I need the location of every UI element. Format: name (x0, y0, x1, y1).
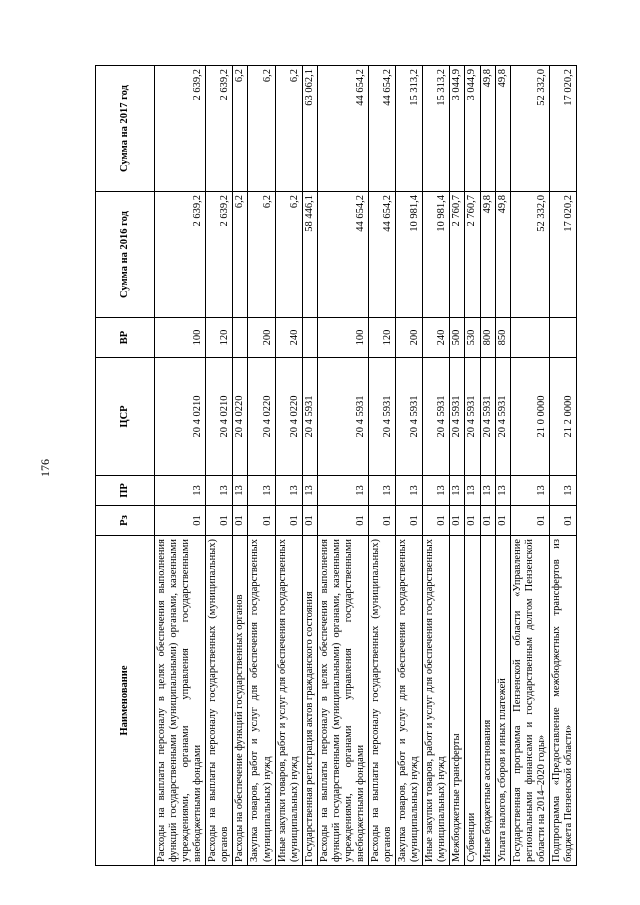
cell-pr: 13 (495, 476, 510, 506)
table-row (317, 66, 368, 866)
cell-vr (549, 318, 576, 358)
cell-csr: 20 4 5931 (317, 358, 368, 476)
cell-name: Государственная регистрация актов гражданского состояния (302, 536, 317, 866)
cell-csr: 20 4 5931 (369, 358, 396, 476)
cell-pr: 13 (233, 476, 248, 506)
cell-sum-2016: 58 446,1 (302, 192, 317, 318)
cell-sum-2017: 49,8 (480, 66, 495, 192)
cell-sum-2017: 6,2 (248, 66, 275, 192)
cell-sum-2017: 2 639,2 (206, 66, 233, 192)
cell-rz: 01 (465, 506, 480, 536)
cell-sum-2016: 2 639,2 (155, 192, 206, 318)
cell-pr: 13 (480, 476, 495, 506)
cell-sum-2017: 63 062,1 (302, 66, 317, 192)
cell-csr: 20 4 5931 (396, 358, 423, 476)
table-row (155, 66, 206, 866)
header-row (96, 66, 155, 866)
cell-vr: 200 (248, 318, 275, 358)
cell-sum-2016: 10 981,4 (396, 192, 423, 318)
cell-sum-2017: 6,2 (275, 66, 302, 192)
cell-sum-2016: 6,2 (275, 192, 302, 318)
cell-csr: 20 4 5931 (450, 358, 465, 476)
cell-sum-2017: 15 313,2 (396, 66, 423, 192)
cell-name: Закупка товаров, работ и услуг для обеспечения государственных (муниципальных) нужд (396, 536, 423, 866)
table-row (396, 66, 423, 866)
cell-sum-2017: 3 044,9 (450, 66, 465, 192)
cell-rz: 01 (510, 506, 549, 536)
header-vr: ВР (96, 318, 155, 358)
cell-vr: 500 (450, 318, 465, 358)
cell-rz: 01 (450, 506, 465, 536)
page-number: 176 (38, 459, 52, 477)
cell-sum-2017: 17 020,2 (549, 66, 576, 192)
cell-sum-2017: 49,8 (495, 66, 510, 192)
cell-name: Субвенции (465, 536, 480, 866)
cell-vr: 800 (480, 318, 495, 358)
header-csr: ЦСР (96, 358, 155, 476)
cell-sum-2016: 49,8 (480, 192, 495, 318)
cell-sum-2017: 52 332,0 (510, 66, 549, 192)
table-row (549, 66, 576, 866)
table-row (510, 66, 549, 866)
table-row (275, 66, 302, 866)
header-pr: ПР (96, 476, 155, 506)
cell-vr: 120 (206, 318, 233, 358)
cell-pr: 13 (396, 476, 423, 506)
table-row (369, 66, 396, 866)
cell-pr: 13 (317, 476, 368, 506)
cell-rz: 01 (317, 506, 368, 536)
cell-csr: 20 4 0220 (248, 358, 275, 476)
cell-sum-2016: 2 760,7 (465, 192, 480, 318)
cell-name: Расходы на обеспечение функций государственных органов (233, 536, 248, 866)
table-header (96, 66, 155, 866)
cell-rz: 01 (206, 506, 233, 536)
cell-name: Иные закупки товаров, работ и услуг для обеспечения государственных (муниципальных) нужд (423, 536, 450, 866)
cell-csr: 20 4 0220 (275, 358, 302, 476)
cell-rz: 01 (495, 506, 510, 536)
cell-pr: 13 (423, 476, 450, 506)
cell-sum-2016: 44 654,2 (317, 192, 368, 318)
table-row (206, 66, 233, 866)
cell-pr: 13 (206, 476, 233, 506)
cell-rz: 01 (248, 506, 275, 536)
cell-sum-2016: 49,8 (495, 192, 510, 318)
cell-rz: 01 (155, 506, 206, 536)
cell-pr: 13 (155, 476, 206, 506)
cell-vr: 100 (155, 318, 206, 358)
table-body (155, 66, 577, 866)
cell-vr: 240 (423, 318, 450, 358)
cell-sum-2016: 6,2 (248, 192, 275, 318)
cell-vr (302, 318, 317, 358)
cell-sum-2017: 3 044,9 (465, 66, 480, 192)
table-row (495, 66, 510, 866)
cell-name: Расходы на выплаты персоналу в целях обеспечения выполнения функций государственными (муниципальными) органами, казенными учреждениями, органами управления государственными внебюджетными фондами (317, 536, 368, 866)
cell-sum-2017: 44 654,2 (369, 66, 396, 192)
table-row (450, 66, 465, 866)
cell-vr: 530 (465, 318, 480, 358)
cell-csr: 20 4 0220 (233, 358, 248, 476)
cell-sum-2016: 52 332,0 (510, 192, 549, 318)
cell-vr: 120 (369, 318, 396, 358)
cell-rz: 01 (423, 506, 450, 536)
cell-name: Уплата налогов, сборов и иных платежей (495, 536, 510, 866)
cell-sum-2017: 6,2 (233, 66, 248, 192)
cell-csr: 20 4 0210 (155, 358, 206, 476)
cell-name: Расходы на выплаты персоналу государственных (муниципальных) органов (369, 536, 396, 866)
table-row (423, 66, 450, 866)
cell-name: Межбюджетные трансферты (450, 536, 465, 866)
cell-vr: 200 (396, 318, 423, 358)
header-sum-2016: Сумма на 2016 год (96, 192, 155, 318)
cell-csr: 21 0 0000 (510, 358, 549, 476)
cell-csr: 20 4 5931 (302, 358, 317, 476)
cell-vr: 100 (317, 318, 368, 358)
table-row (480, 66, 495, 866)
cell-pr: 13 (369, 476, 396, 506)
cell-csr: 20 4 0210 (206, 358, 233, 476)
cell-pr: 13 (450, 476, 465, 506)
cell-pr: 13 (465, 476, 480, 506)
cell-name: Закупка товаров, работ и услуг для обеспечения государственных (муниципальных) нужд (248, 536, 275, 866)
cell-sum-2016: 6,2 (233, 192, 248, 318)
cell-name: Расходы на выплаты персоналу в целях обеспечения выполнения функций государственными (муниципальными) органами, казенными учреждениями, органами управления государственными внебюджетными фондами (155, 536, 206, 866)
cell-rz: 01 (233, 506, 248, 536)
budget-table-container (95, 66, 605, 866)
cell-csr: 21 2 0000 (549, 358, 576, 476)
cell-pr: 13 (248, 476, 275, 506)
cell-pr: 13 (275, 476, 302, 506)
cell-sum-2017: 2 639,2 (155, 66, 206, 192)
cell-rz: 01 (480, 506, 495, 536)
cell-sum-2016: 44 654,2 (369, 192, 396, 318)
cell-pr: 13 (302, 476, 317, 506)
cell-csr: 20 4 5931 (495, 358, 510, 476)
cell-sum-2017: 44 654,2 (317, 66, 368, 192)
cell-csr: 20 4 5931 (480, 358, 495, 476)
cell-sum-2016: 2 639,2 (206, 192, 233, 318)
cell-rz: 01 (275, 506, 302, 536)
cell-name: Государственная программа Пензенской области «Управление региональными финансами и государственным долгом Пензенской области на 2014–2020 годы» (510, 536, 549, 866)
cell-csr: 20 4 5931 (465, 358, 480, 476)
table-row (302, 66, 317, 866)
cell-name: Иные закупки товаров, работ и услуг для обеспечения государственных (муниципальных) нужд (275, 536, 302, 866)
cell-sum-2016: 2 760,7 (450, 192, 465, 318)
table-row (233, 66, 248, 866)
cell-vr: 850 (495, 318, 510, 358)
header-name: Наименование (96, 536, 155, 866)
cell-rz: 01 (396, 506, 423, 536)
cell-csr: 20 4 5931 (423, 358, 450, 476)
cell-pr: 13 (549, 476, 576, 506)
header-sum-2017: Сумма на 2017 год (96, 66, 155, 192)
cell-vr: 240 (275, 318, 302, 358)
budget-table (95, 65, 577, 866)
cell-vr (233, 318, 248, 358)
cell-rz: 01 (302, 506, 317, 536)
header-rz: Рз (96, 506, 155, 536)
cell-vr (510, 318, 549, 358)
cell-pr: 13 (510, 476, 549, 506)
cell-sum-2017: 15 313,2 (423, 66, 450, 192)
cell-rz: 01 (549, 506, 576, 536)
cell-sum-2016: 17 020,2 (549, 192, 576, 318)
table-row (465, 66, 480, 866)
table-row (248, 66, 275, 866)
cell-name: Подпрограмма «Предоставление межбюджетных трансфертов из бюджета Пензенской области» (549, 536, 576, 866)
cell-rz: 01 (369, 506, 396, 536)
cell-name: Расходы на выплаты персоналу государственных (муниципальных) органов (206, 536, 233, 866)
cell-sum-2016: 10 981,4 (423, 192, 450, 318)
cell-name: Иные бюджетные ассигнования (480, 536, 495, 866)
